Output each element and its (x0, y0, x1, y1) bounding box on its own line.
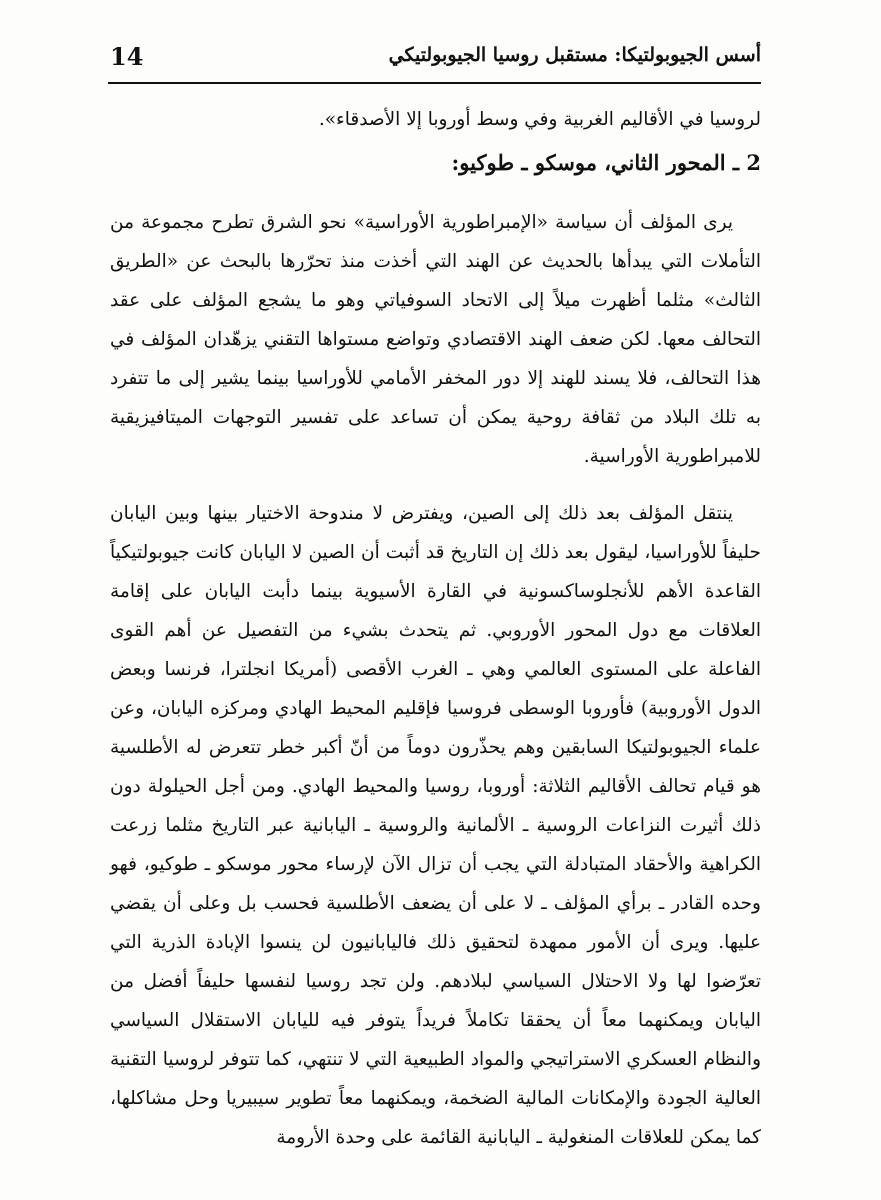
page-header (110, 40, 761, 80)
paragraph-china-japan: ينتقل المؤلف بعد ذلك إلى الصين، ويفترض لا مندوحة الاختيار بينها وبين اليابان حليفاً للأوراسيا، ليقول بعد ذلك إن التاريخ قد أثبت أن الصين لا اليابان كانت جيوبولتيكياً القاعدة الأهم للأنجلوساكسونية في القارة الأسيوية بينما دأبت اليابان على إقامة العلاقات مع دول المحور الأوروبي. ثم يتحدث بشيء من التفصيل عن أهم القوى الفاعلة على المستوى العالمي وهي ـ الغرب الأقصى (أمريكا انجلترا، فرنسا وبعض الدول الأوروبية) فأوروبا الوسطى فروسيا فإقليم المحيط الهادي ومركزه اليابان، وعن علماء الجيوبولتيكا السابقين وهم يحذّرون دوماً من أنّ أكبر خطر تتعرض له الأطلسية هو قيام تحالف الأقاليم الثلاثة: أوروبا، روسيا والمحيط الهادي. ومن أجل الحيلولة دون ذلك أثيرت النزاعات الروسية ـ الألمانية والروسية ـ اليابانية عبر التاريخ مثلما زرعت الكراهية والأحقاد المتبادلة التي يجب أن تزال الآن لإرساء محور موسكو ـ طوكيو، فهو وحده القادر ـ برأي المؤلف ـ لا على أن يضعف الأطلسية فحسب بل وعلى أن يقضي عليها. ويرى أن الأمور ممهدة لتحقيق ذلك فاليابانيون لن ينسوا الإبادة الذرية التي تعرّضوا لها ولا الاحتلال السياسي لبلادهم. ولن تجد روسيا لنفسها حليفاً أفضل من اليابان ويمكنهما معاً أن يحققا تكاملاً فريداً يتوفر فيه لليابان الاستقلال السياسي والنظام العسكري الاستراتيجي والمواد الطبيعية التي لا تنتهي، كما تتوفر لروسيا التقنية العالية الجودة والإمكانات المالية الضخمة، ويمكنهما معاً تطوير سيبيريا وحل مشاكلها، كما يمكن للعلاقات المنغولية ـ اليابانية القائمة على وحدة الأرومة (110, 503, 761, 1148)
page-body (110, 100, 761, 1157)
header-divider (108, 82, 761, 84)
section-heading: 2 ـ المحور الثاني، موسكو ـ طوكيو: (451, 150, 761, 175)
paragraph-india: يرى المؤلف أن سياسة «الإمبراطورية الأوراسية» نحو الشرق تطرح مجموعة من التأملات التي يبدأها بالحديث عن الهند التي أخذت منذ تحرّرها بالبحث عن «الطريق الثالث» مثلما أظهرت ميلاً إلى الاتحاد السوفياتي وهو ما يشجع المؤلف على عقد التحالف معها. لكن ضعف الهند الاقتصادي وتواضع مستواها التقني يزهّدان المؤلف في هذا التحالف، فلا يسند للهند إلا دور المخفر الأمامي للأوراسيا بينما يشير إلى ما تتفرد به تلك البلاد من ثقافة روحية يمكن أن تساعد على تفسير التوجهات الميتافيزيقية للامبراطورية الأوراسية. (110, 212, 761, 467)
continuation-line: لروسيا في الأقاليم الغربية وفي وسط أوروبا إلا الأصدقاء». (318, 109, 761, 130)
page-number: 14 (110, 42, 144, 71)
running-title: أسس الجيوبولتيكا: مستقبل روسيا الجيوبولتيكي (388, 44, 761, 66)
